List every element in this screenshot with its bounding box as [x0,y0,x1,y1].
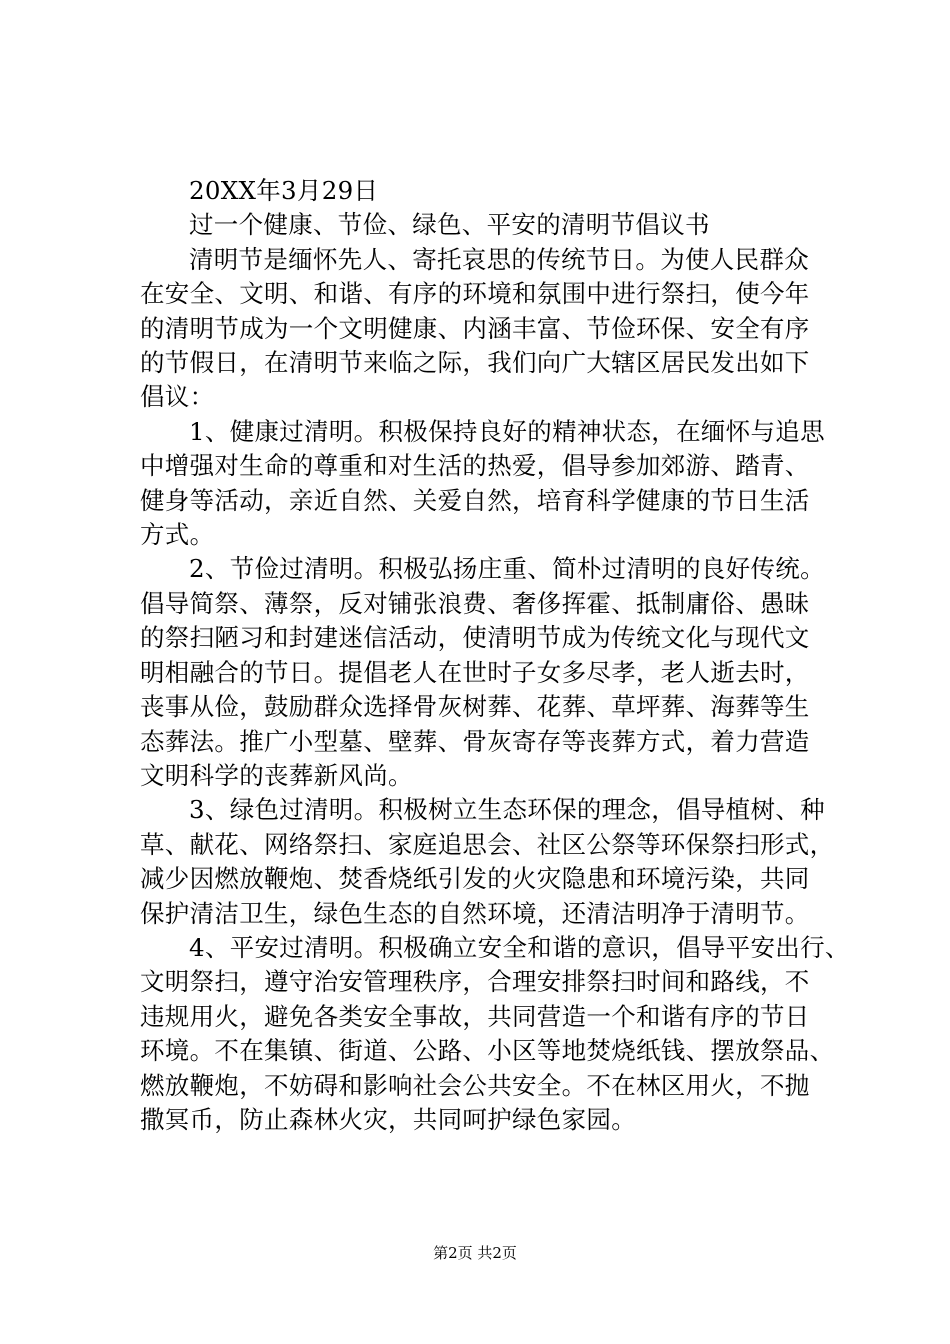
text-line: 中增强对生命的尊重和对生活的热爱，倡导参加郊游、踏青、 [140,451,810,481]
text-line: 方式。 [140,520,215,550]
text-line: 1、健康过清明。积极保持良好的精神状态，在缅怀与追思 [189,416,825,446]
text-line: 过一个健康、节俭、绿色、平安的清明节倡议书 [189,210,710,240]
text-line: 清明节是缅怀先人、寄托哀思的传统节日。为使人民群众 [189,244,809,274]
text-line: 20XX年3月29日 [189,176,379,205]
document-body [140,174,850,1137]
text-line: 倡导简祭、薄祭，反对铺张浪费、奢侈挥霍、抵制庸俗、愚昧 [140,588,810,618]
text-line: 态葬法。推广小型墓、壁葬、骨灰寄存等丧葬方式，着力营造 [140,726,810,756]
text-line: 丧事从俭，鼓励群众选择骨灰树葬、花葬、草坪葬、海葬等生 [140,692,810,722]
text-line: 燃放鞭炮，不妨碍和影响社会公共安全。不在林区用火，不抛 [140,1070,810,1100]
text-line: 的祭扫陋习和封建迷信活动，使清明节成为传统文化与现代文 [140,623,810,653]
text-line: 环境。不在集镇、街道、公路、小区等地焚烧纸钱、摆放祭品、 [140,1036,835,1066]
text-line: 3、绿色过清明。积极树立生态环保的理念，倡导植树、种 [189,795,825,825]
text-line: 在安全、文明、和谐、有序的环境和氛围中进行祭扫，使今年 [140,279,810,309]
text-line: 文明祭扫，遵守治安管理秩序，合理安排祭扫时间和路线，不 [140,967,810,997]
text-line: 2、节俭过清明。积极弘扬庄重、简朴过清明的良好传统。 [189,554,825,584]
text-line: 明相融合的节日。提倡老人在世时子女多尽孝，老人逝去时， [140,657,810,687]
text-line: 健身等活动，亲近自然、关爱自然，培育科学健康的节日生活 [140,485,810,515]
page-footer: 第2页 共2页 [433,1244,517,1262]
text-line: 保护清洁卫生，绿色生态的自然环境，还清洁明净于清明节。 [140,898,810,928]
text-line: 草、献花、网络祭扫、家庭追思会、社区公祭等环保祭扫形式， [140,829,835,859]
text-line: 文明科学的丧葬新风尚。 [140,760,413,790]
text-line: 4、平安过清明。积极确立安全和谐的意识，倡导平安出行、 [189,932,850,962]
text-line: 的清明节成为一个文明健康、内涵丰富、节俭环保、安全有序 [140,313,810,343]
text-line: 撒冥币，防止森林火灾，共同呵护绿色家园。 [140,1104,636,1134]
text-line: 倡议： [140,382,215,412]
text-line: 减少因燃放鞭炮、焚香烧纸引发的火灾隐患和环境污染，共同 [140,864,810,894]
text-line: 的节假日，在清明节来临之际，我们向广大辖区居民发出如下 [140,348,810,378]
text-line: 违规用火，避免各类安全事故，共同营造一个和谐有序的节日 [140,1001,810,1031]
